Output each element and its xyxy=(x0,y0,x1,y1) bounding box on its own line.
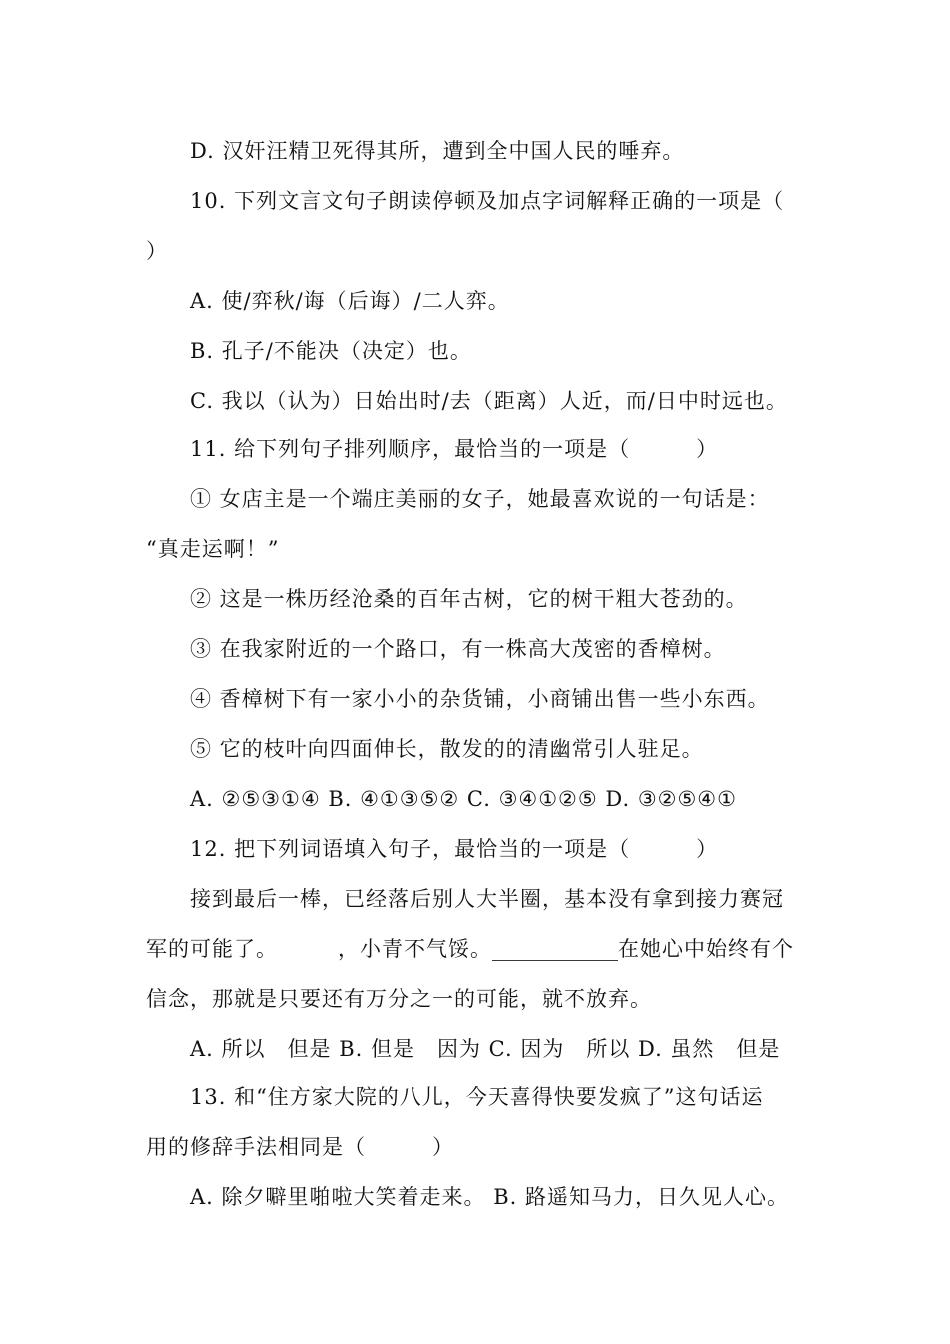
question-12-stem: 12. 把下列词语填入句子，最恰当的一项是（ ） xyxy=(190,837,719,861)
passage-line-1: 接到最后一棒，已经落后别人大半圈，基本没有拿到接力赛冠 xyxy=(190,887,784,911)
option-d-q9: D. 汉奸汪精卫死得其所，遭到全中国人民的唾弃。 xyxy=(190,139,685,163)
passage-line-3: 信念，那就是只要还有万分之一的可能，就不放弃。 xyxy=(146,987,652,1011)
option-c-q10: C. 我以（认为）日始出时/去（距离）人近，而/日中时远也。 xyxy=(190,389,788,413)
question-13-stem-continued: 用的修辞手法相同是（ ） xyxy=(146,1135,454,1159)
fill-blank-2: ____________ xyxy=(492,937,618,961)
question-10-stem: 10. 下列文言文句子朗读停顿及加点字词解释正确的一项是（ xyxy=(190,189,785,213)
sentence-1: ① 女店主是一个端庄美丽的女子，她最喜欢说的一句话是： xyxy=(190,487,770,511)
options-q13-ab: A. 除夕噼里啪啦大笑着走来。 B. 路遥知马力，日久见人心。 xyxy=(190,1185,789,1209)
option-b-q10: B. 孔子/不能决（决定）也。 xyxy=(190,339,472,363)
question-10-stem-continued: ） xyxy=(146,239,168,263)
sentence-2: ② 这是一株历经沧桑的百年古树，它的树干粗大苍劲的。 xyxy=(190,587,748,611)
passage-segment: 在她心中始终有个 xyxy=(618,937,794,961)
question-11-stem: 11. 给下列句子排列顺序，最恰当的一项是（ ） xyxy=(190,437,719,461)
passage-segment: ，小青不气馁。 xyxy=(338,937,492,961)
sentence-3: ③ 在我家附近的一个路口，有一株高大茂密的香樟树。 xyxy=(190,637,726,661)
option-a-q10: A. 使/弈秋/诲（后诲）/二人弈。 xyxy=(190,289,510,313)
question-13-stem: 13. 和“住方家大院的八儿，今天喜得快要发疯了”这句话运 xyxy=(190,1085,764,1109)
passage-segment: 军的可能了。 xyxy=(146,937,278,961)
options-q11: A. ②⑤③①④ B. ④①③⑤② C. ③④①②⑤ D. ③②⑤④① xyxy=(190,787,737,811)
sentence-4: ④ 香樟树下有一家小小的杂货铺，小商铺出售一些小东西。 xyxy=(190,687,770,711)
sentence-5: ⑤ 它的枝叶向四面伸长，散发的的清幽常引人驻足。 xyxy=(190,737,704,761)
sentence-1-continued: “真走运啊！” xyxy=(146,537,280,561)
options-q12: A. 所以 但是 B. 但是 因为 C. 因为 所以 D. 虽然 但是 xyxy=(190,1037,781,1061)
passage-line-2 xyxy=(146,934,794,964)
